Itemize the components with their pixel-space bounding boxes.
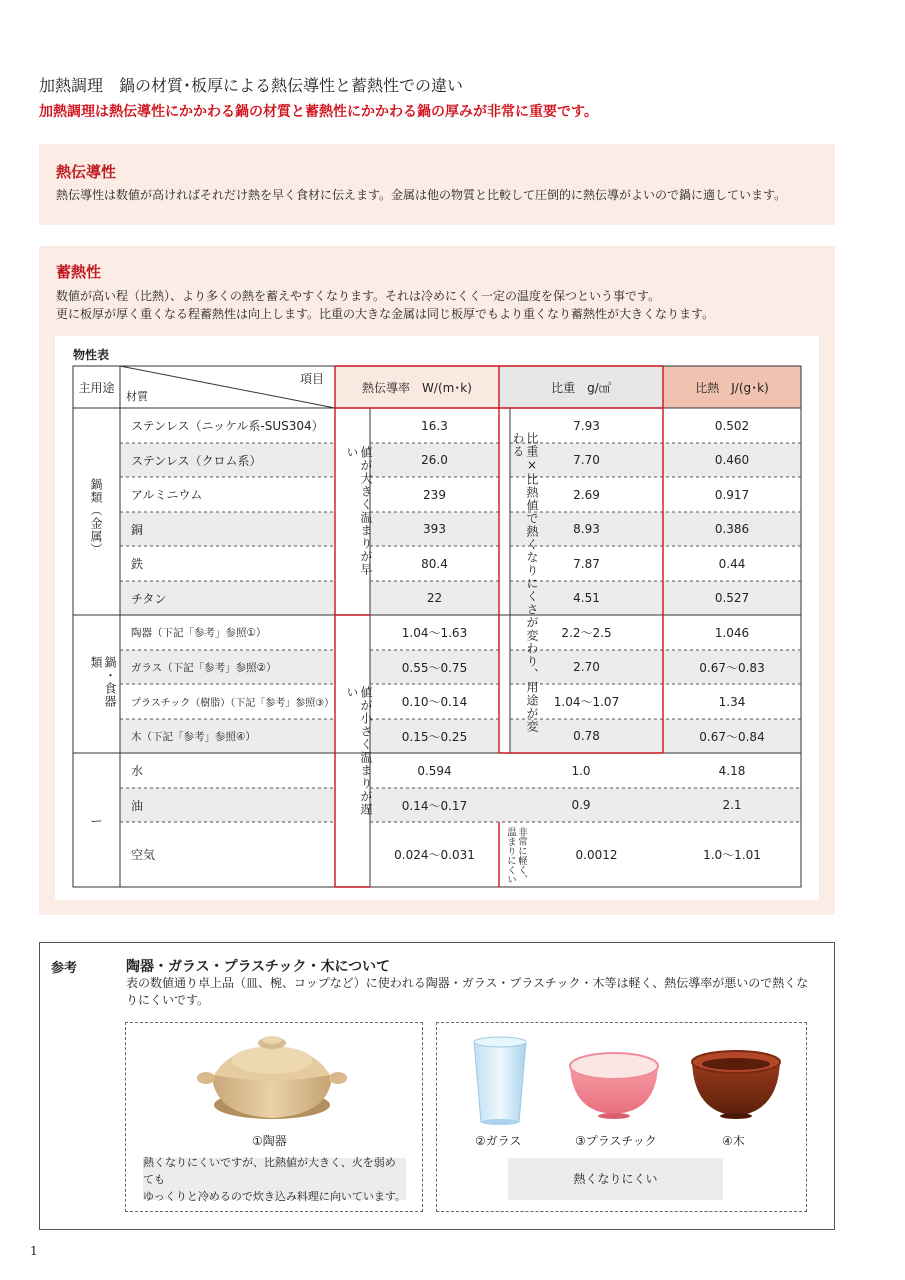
- plastic-label: ③プラスチック: [575, 1134, 657, 1148]
- specific-heat-cell: 1.046: [714, 625, 750, 640]
- reference-heading: 陶器・ガラス・プラスチック・木について: [126, 959, 391, 975]
- conductivity-heading: 熱伝導性: [56, 163, 117, 181]
- glass-icon: [474, 1037, 526, 1125]
- material-cell: チタン: [131, 591, 167, 606]
- specific-heat-cell: 0.67〜0.84: [699, 729, 765, 744]
- specific-heat-cell: 0.44: [718, 556, 746, 571]
- page-title: 加熱調理 鍋の材質･板厚による熱伝導性と蓄熱性での違い: [39, 76, 464, 95]
- wooden-bowl-icon: [692, 1051, 780, 1119]
- gravity-cell: 7.70: [573, 453, 600, 467]
- gravity-cell: 2.69: [573, 487, 600, 502]
- material-cell: アルミニウム: [131, 488, 203, 502]
- ceramic-pot-icon: [197, 1036, 347, 1119]
- material-cell: ステンレス（ニッケル系-SUS304）: [131, 419, 324, 433]
- page-number: 1: [30, 1244, 38, 1258]
- conductivity-cell: 0.024〜0.031: [394, 848, 475, 862]
- note-air: 非常に軽く、温まりにくい: [505, 827, 527, 884]
- heat-storage-line-1: 数値が高い程（比熱）、より多くの熱を蓄えやすくなります。それは冷めにくく一定の温度を保つという事です。: [56, 289, 661, 303]
- material-cell: 鉄: [131, 557, 144, 571]
- material-cell: 銅: [131, 522, 144, 537]
- specific-heat-cell: 1.34: [718, 694, 746, 709]
- ceramic-note-line-1: 熱くなりにくいですが、比熱値が大きく、火を弱めても: [143, 1155, 396, 1186]
- gravity-cell: 2.2〜2.5: [561, 626, 612, 640]
- ceramic-note-line-2: ゆっくりと冷めるので炊き込み料理に向いています。: [143, 1189, 407, 1203]
- note-slow: 値が小さく温まりが遅い: [345, 686, 373, 816]
- gravity-cell: 7.87: [573, 556, 600, 571]
- conductivity-cell: 0.594: [417, 763, 452, 778]
- gravity-header: 比重 g/㎤: [551, 380, 611, 395]
- wood-label: ④木: [722, 1134, 745, 1148]
- gravity-cell: 2.70: [573, 660, 600, 674]
- reference-label: 参考: [51, 961, 78, 976]
- specific-heat-cell: 0.67〜0.83: [699, 660, 765, 675]
- gravity-cell: 0.78: [573, 729, 600, 743]
- material-cell: 油: [131, 798, 144, 813]
- specific-heat-cell: 0.917: [714, 487, 750, 502]
- material-cell: プラスチック（樹脂）（下記「参考」参照③）: [131, 698, 335, 709]
- conductivity-header: 熱伝導率 W/(m･k): [362, 380, 472, 395]
- material-header: 材質: [126, 390, 148, 403]
- gravity-cell: 1.0: [571, 763, 591, 778]
- conductivity-cell: 16.3: [421, 418, 448, 433]
- glass-label: ②ガラス: [475, 1134, 522, 1148]
- page-subtitle: 加熱調理は熱伝導性にかかわる鍋の材質と蓄熱性にかかわる鍋の厚みが非常に重要です。: [39, 104, 598, 120]
- conductivity-cell: 1.04〜1.63: [401, 626, 468, 640]
- gravity-cell: 8.93: [573, 522, 600, 536]
- heat-storage-line-2: 更に板厚が厚く重くなる程蓄熱性は向上します。比重の大きな金属は同じ板厚でもより重くなり蓄熱性が大きくなります。: [56, 307, 715, 321]
- group-label-cookware: 鍋・食器類: [89, 656, 117, 708]
- specific-heat-cell: 0.460: [714, 453, 750, 467]
- item-header: 項目: [300, 371, 325, 386]
- gravity-cell: 0.0012: [575, 847, 618, 862]
- conductivity-cell: 239: [423, 487, 446, 502]
- plastic-bowl-icon: [570, 1053, 658, 1119]
- specific-heat-cell: 1.0〜1.01: [703, 848, 761, 862]
- specific-heat-header: 比熱 J/(g･k): [695, 380, 769, 395]
- conductivity-cell: 0.14〜0.17: [401, 798, 468, 813]
- note-gravity: 比重×比熱値で熱くなりにくさが変わり、用途が変わる: [511, 432, 539, 733]
- conductivity-cell: 0.10〜0.14: [401, 695, 468, 709]
- conductivity-cell: 0.15〜0.25: [401, 729, 468, 744]
- material-cell: 空気: [131, 848, 156, 862]
- specific-heat-cell: 4.18: [718, 763, 746, 778]
- gravity-cell: 4.51: [573, 591, 600, 605]
- conductivity-cell: 26.0: [421, 453, 448, 467]
- material-cell: 陶器（下記「参考」参照①）: [131, 627, 267, 639]
- gravity-cell: 7.93: [573, 418, 600, 433]
- reference-text: 表の数値通り卓上品（皿、椀、コップなど）に使われる陶器・ガラス・プラスチック・木等は軽く、熱伝導率が悪いので熱くなりにくいです。: [126, 976, 809, 1007]
- conductivity-cell: 22: [426, 591, 443, 605]
- conductivity-cell: 80.4: [421, 556, 448, 571]
- specific-heat-cell: 0.386: [714, 522, 750, 536]
- material-cell: ガラス（下記「参考」参照②）: [131, 661, 277, 674]
- conductivity-cell: 393: [423, 522, 446, 536]
- gravity-cell: 1.04〜1.07: [553, 695, 620, 709]
- specific-heat-cell: 0.502: [714, 418, 750, 433]
- specific-heat-cell: 2.1: [722, 798, 742, 812]
- group-label-other: ー: [90, 813, 103, 828]
- material-cell: ステンレス（クロム系）: [131, 453, 262, 468]
- heat-storage-heading: 蓄熱性: [56, 263, 102, 281]
- group-label-metal: 鍋類（金属）: [89, 478, 103, 556]
- ceramic-label: ①陶器: [252, 1134, 287, 1148]
- specific-heat-cell: 0.527: [714, 591, 750, 605]
- note-fast: 値が大きく温まりが早い: [345, 446, 373, 576]
- ceramic-note: [143, 1155, 407, 1203]
- conductivity-text: 熱伝導性は数値が高ければそれだけ熱を早く食材に伝えます。金属は他の物質と比較して圧倒的に熱伝導がよいので鍋に適しています。: [56, 188, 787, 202]
- usage-header: 主用途: [78, 380, 115, 395]
- material-cell: 水: [131, 764, 144, 778]
- table-caption: 物性表: [73, 348, 110, 362]
- conductivity-cell: 0.55〜0.75: [401, 660, 468, 675]
- tableware-note: 熱くなりにくい: [508, 1158, 723, 1200]
- gravity-cell: 0.9: [571, 798, 591, 812]
- material-cell: 木（下記「参考」参照④）: [131, 730, 256, 743]
